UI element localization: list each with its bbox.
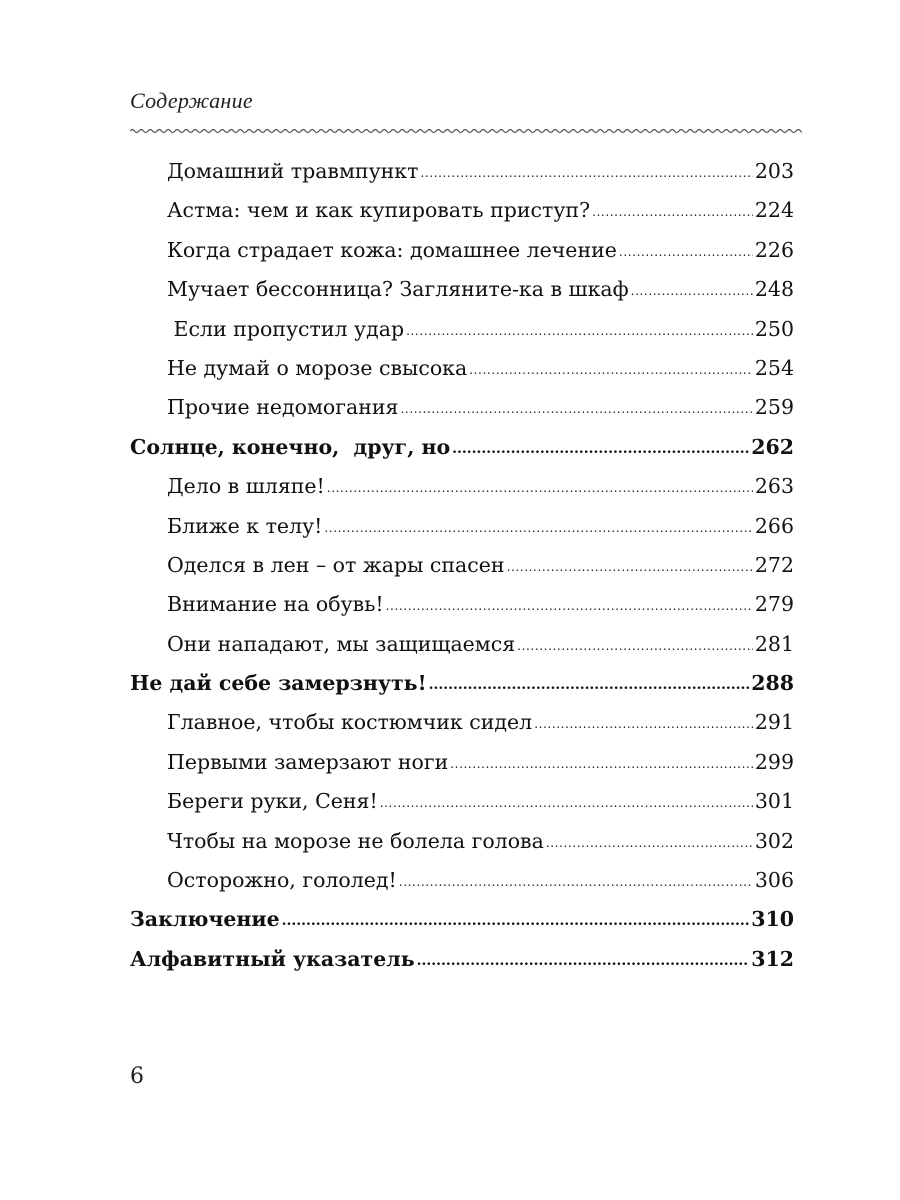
toc-section: [130, 900, 794, 939]
page-number: 6: [130, 1064, 144, 1089]
toc-section-title: Заключение: [130, 907, 280, 932]
toc-entry-title: Они нападают, мы защищаемся: [167, 631, 516, 656]
toc-section: [130, 940, 794, 979]
toc-section-page: 288: [751, 671, 794, 696]
toc-section-title: Алфавитный указатель: [130, 946, 415, 971]
toc-entry-title: Ближе к телу!: [167, 513, 323, 538]
dot-leader: [469, 349, 753, 391]
toc-entry-title: Оделся в лен – от жары спасен: [167, 552, 505, 577]
toc-entry: [130, 822, 794, 861]
dot-leader: [380, 782, 753, 824]
toc-entry: [130, 231, 794, 270]
toc-entry-page: 224: [754, 198, 794, 223]
toc-entry: [130, 782, 794, 821]
toc-entry-title: Осторожно, гололед!: [167, 868, 397, 893]
toc-entry-title: Дело в шляпе!: [167, 474, 325, 499]
toc-entry: [130, 152, 794, 191]
dot-leader: [324, 507, 752, 549]
toc-entry-title: Домашний травмпункт: [167, 159, 419, 183]
toc-entry-title: Не думай о морозе свысока: [167, 355, 468, 380]
dot-leader: [399, 861, 753, 903]
toc-section-page: 312: [751, 946, 794, 971]
toc-entry-page: 254: [754, 355, 794, 380]
toc-section-page: 310: [751, 907, 794, 932]
toc-entry-page: 301: [754, 789, 794, 814]
toc-entry-title: Береги руки, Сеня!: [167, 789, 378, 814]
toc-section: [130, 428, 794, 467]
toc-section-title: Солнце, конечно, друг, но: [130, 434, 451, 459]
dot-leader: [420, 152, 752, 194]
toc-entry: [130, 310, 794, 349]
dot-leader: [386, 585, 753, 627]
toc-entry-page: 248: [754, 277, 794, 302]
dot-leader: [534, 703, 753, 745]
toc-entry: [130, 388, 794, 427]
toc-entry: [130, 861, 794, 900]
toc-entry-title: Прочие недомогания: [167, 395, 399, 420]
toc-entry-page: 203: [754, 159, 794, 183]
toc-entry: [130, 507, 794, 546]
dot-leader: [452, 428, 749, 470]
toc-entry-page: 263: [754, 474, 794, 499]
dot-leader: [400, 388, 752, 430]
dot-leader: [507, 546, 753, 588]
toc-entry-page: 226: [754, 237, 794, 262]
toc-entry-page: 266: [754, 513, 794, 538]
toc-entry: [130, 585, 794, 624]
toc-section-title: Не дай себе замерзнуть!: [130, 671, 427, 696]
toc-entry-title: Астма: чем и как купировать приступ?: [167, 198, 591, 223]
toc-entry-page: 291: [754, 710, 794, 735]
toc-entry-title: Мучает бессонница? Загляните-ка в шкаф: [167, 277, 629, 302]
dot-leader: [450, 743, 753, 785]
toc-entry-page: 272: [754, 552, 794, 577]
toc-entry-title: Внимание на обувь!: [167, 592, 384, 617]
toc-entry: [130, 270, 794, 309]
dot-leader: [327, 467, 753, 509]
toc-entry: [130, 191, 794, 230]
toc-entry: [130, 467, 794, 506]
toc-entry-title: Чтобы на морозе не болела голова: [167, 828, 544, 853]
toc-entry-page: 302: [754, 828, 794, 853]
dot-leader: [631, 270, 753, 312]
dot-leader: [619, 231, 753, 273]
toc-entry-title: Главное, чтобы костюмчик сидел: [167, 710, 533, 735]
toc-entry-page: 250: [754, 316, 794, 341]
dot-leader: [406, 310, 753, 352]
dot-leader: [592, 191, 753, 233]
dot-leader: [282, 900, 750, 942]
toc-entry-title: Первыми замерзают ноги: [167, 749, 449, 774]
toc-entry: [130, 703, 794, 742]
toc-entry-page: 281: [754, 631, 794, 656]
toc-entry-page: 306: [754, 868, 794, 893]
table-of-contents: [130, 152, 794, 979]
toc-entry: [130, 546, 794, 585]
toc-entry-page: 279: [754, 592, 794, 617]
toc-entry-page: 259: [754, 395, 794, 420]
running-title: Содержание: [130, 88, 254, 113]
toc-entry: [130, 625, 794, 664]
toc-section-page: 262: [751, 434, 794, 459]
toc-section: [130, 664, 794, 703]
wavy-divider: [130, 124, 802, 138]
toc-entry-title: Если пропустил удар: [167, 316, 405, 341]
toc-entry: [130, 349, 794, 388]
dot-leader: [546, 822, 753, 864]
toc-entry: [130, 743, 794, 782]
toc-entry-title: Когда страдает кожа: домашнее лечение: [167, 237, 617, 262]
dot-leader: [517, 625, 753, 667]
dot-leader: [417, 940, 750, 982]
dot-leader: [429, 664, 750, 706]
toc-entry-page: 299: [754, 749, 794, 774]
